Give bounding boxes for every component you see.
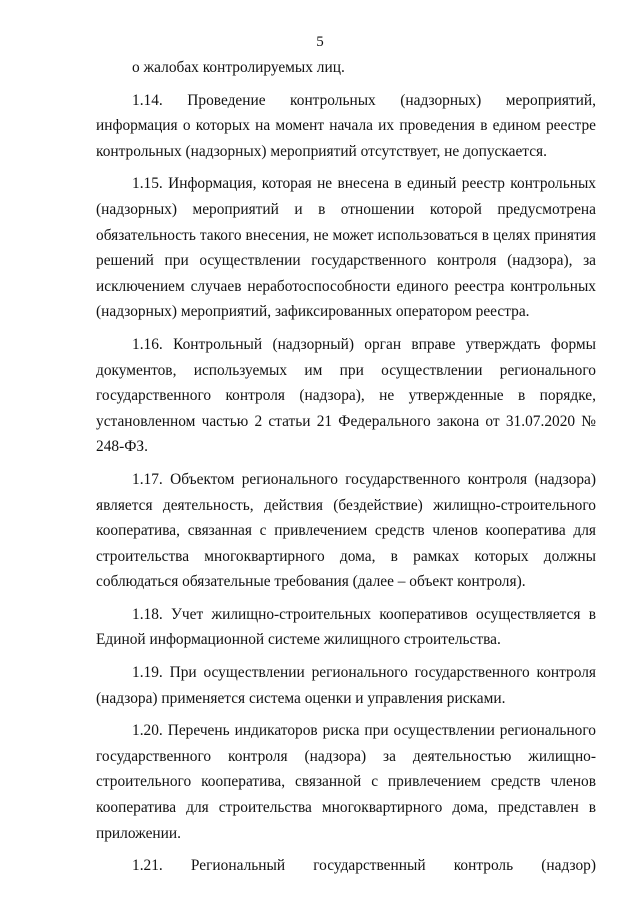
paragraph-1-19: 1.19. При осуществлении регионального государственного контроля (надзора) применяется система оценки и управления рисками. (96, 664, 596, 707)
paragraph-1-14: 1.14. Проведение контрольных (надзорных) мероприятий, информация о которых на момент начала их проведения в едином реестре контрольных (надзорных) мероприятий отсутствует, не допускается. (96, 91, 596, 160)
page-number: 5 (316, 34, 324, 50)
paragraph-1-17: 1.17. Объектом регионального государственного контроля (надзора) является деятельность, действия (бездействие) жилищно-строительного кооператива, связанная с привлечением средств членов кооператива для строительства многоквартирного дома, в рамках которых должны соблюдаться обязательные требования (далее – объект контроля). (96, 470, 596, 591)
paragraph-continuation: о жалобах контролируемых лиц. (132, 59, 345, 76)
paragraph-1-20: 1.20. Перечень индикаторов риска при осуществлении регионального государственного контроля (надзора) за деятельностью жилищно-строительного кооператива, связанной с привлечением средств членов кооператива для строительства многоквартирного дома, представлен в приложении. (96, 722, 596, 842)
paragraph-1-16: 1.16. Контрольный (надзорный) орган вправе утверждать формы документов, используемых им при осуществлении регионального государственного контроля (надзора), не утвержденные в порядке, установленном частью 2 статьи 21 Федерального закона от 31.07.2020 № 248-ФЗ. (96, 335, 596, 456)
paragraph-1-18: 1.18. Учет жилищно-строительных кооперативов осуществляется в Единой информационной системе жилищного строительства. (96, 605, 596, 649)
document-body (96, 55, 596, 886)
paragraph-1-15: 1.15. Информация, которая не внесена в единый реестр контрольных (надзорных) мероприятий и в отношении которой предусмотрена обязательность такого внесения, не может использоваться в целях принятия решений при осуществлении государственного контроля (надзора), за исключением случаев неработоспособности единого реестра контрольных (надзорных) мероприятий, зафиксированных оператором реестра. (96, 175, 596, 321)
paragraph-1-21: 1.21. Региональный государственный контроль (надзор) (132, 857, 596, 875)
